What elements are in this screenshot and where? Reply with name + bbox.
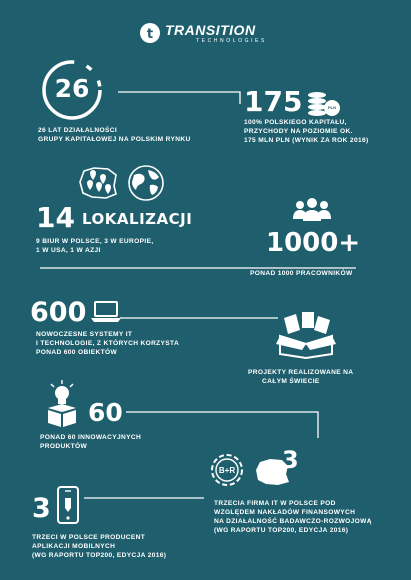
systems-text-3: PONAD 600 OBIEKTÓW [36,349,118,356]
svg-text:t: t [146,27,154,42]
mobile-text-3: (WG RAPORTU TOP200, EDYCJA 2016) [32,552,167,559]
years-text-1: 26 LAT DZIAŁALNOŚCI [38,127,118,134]
mobile-text-1: TRZECI W POLSCE PRODUCENT [32,534,146,541]
capital-text-2: PRZYCHODY NA POZIOMIE OK. [244,128,353,135]
brand-logo-icon [139,22,161,44]
innovations-text-1: PONAD 60 INNOWACYJNYCH [40,434,142,441]
years-value: 26 [54,74,90,103]
locations-text-2: 1 W USA, 1 W AZJI [36,247,101,254]
innovations-value: 60 [88,398,123,427]
projects-text-2: CAŁYM ŚWIECIE [262,378,320,385]
mobile-text-2: APLIKACJI MOBILNYCH [32,543,116,550]
projects-text-1: PROJEKTY REALIZOWANE NA [248,369,354,376]
mobile-value: 3 [32,493,51,524]
locations-value: 14 [36,201,75,234]
employees-value: 1000+ [266,228,361,258]
connector-innovations-mobile [126,412,318,438]
globe-icon [126,163,166,203]
systems-text-2: I TECHNOLOGIE, Z KTÓRYCH KORZYSTA [36,340,180,347]
poland-map-pins-icon [78,166,120,200]
capital-text-1: 100% POLSKIEGO KAPITAŁU, [244,119,347,126]
capital-text-3: 175 MLN PLN (WYNIK ZA ROK 2016) [244,137,369,144]
research-text-1: TRZECIA FIRMA IT W POLSCE POD [214,500,336,507]
br-label: B+R [218,466,236,475]
coin-label: PLN [328,105,336,110]
locations-word: LOKALIZACJI [82,210,193,228]
research-map-value: 3 [282,446,299,474]
years-text-2: GRUPY KAPITAŁOWEJ NA POLSKIM RYNKU [38,136,191,143]
research-text-4: (WG RAPORTU TOP200, EDYCJA 2016) [214,527,349,534]
capital-value: 175 [244,85,303,118]
research-text-3: NA DZIAŁALNOŚĆ BADAWCZO-ROZWOJOWĄ [214,518,372,525]
brand-name: TRANSITION [165,22,256,38]
coins-icon [306,91,342,117]
lightbulb-box-icon [45,380,79,428]
locations-text-1: 9 BIUR W POLSCE, 3 W EUROPIE, [36,238,154,245]
innovations-text-2: PRODUKTÓW [40,443,88,450]
smartphone-icon [57,486,79,524]
laptop-icon [91,301,121,323]
open-box-papers-icon [276,310,336,358]
brand-subtitle: TECHNOLOGIES [196,38,267,44]
connector-years-capital [118,92,240,104]
people-group-icon [292,198,332,222]
systems-text-1: NOWOCZESNE SYSTEMY IT [36,331,133,338]
systems-value: 600 [30,297,87,328]
employees-text: PONAD 1000 PRACOWNIKÓW [250,270,353,277]
research-text-2: WZGLĘDEM NAKŁADÓW FINANSOWYCH [214,509,356,516]
